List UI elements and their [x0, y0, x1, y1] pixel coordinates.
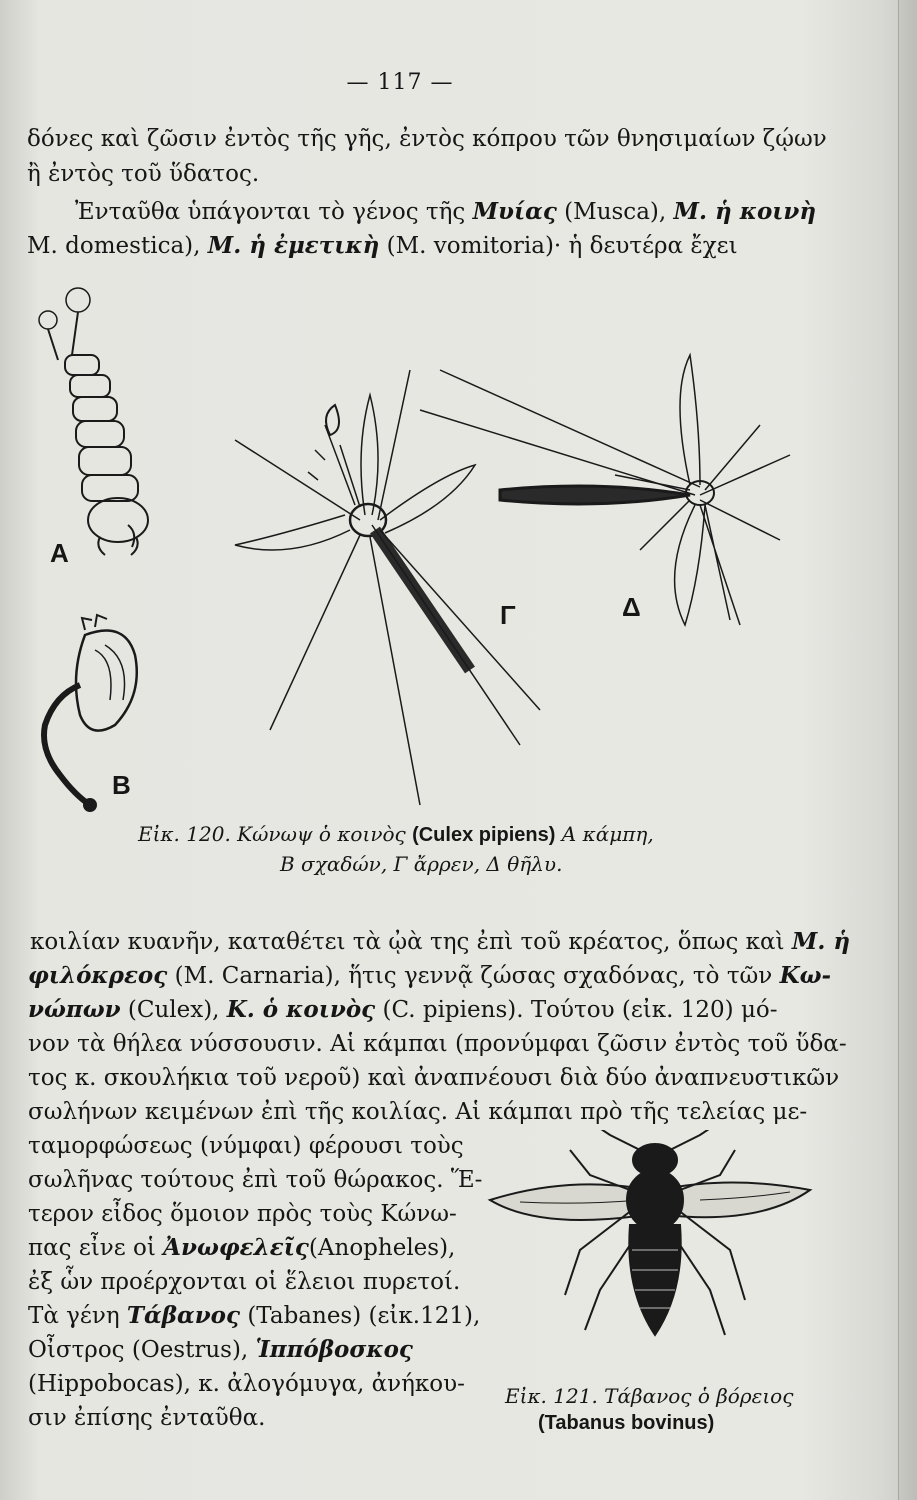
- text-span: (Musca),: [556, 199, 674, 225]
- figure-label-gamma: Γ: [500, 600, 516, 630]
- text-span: (Anopheles),: [308, 1235, 456, 1261]
- species-name: Κ. ὁ κοινὸς: [226, 996, 376, 1023]
- species-name: Μ. ἡ: [791, 928, 851, 955]
- text-span: M. domestica),: [27, 233, 208, 259]
- body-line: [28, 1234, 455, 1262]
- genus-hippobosca: Ἱππόβοσκος: [255, 1336, 413, 1363]
- body-line: τος κ. σκουλήκια τοῦ νεροῦ) καὶ ἀναπνέουσι διὰ δύο ἀναπνευστικῶν: [28, 1065, 840, 1091]
- text-span: Ἐνταῦθα ὑπάγονται τὸ γένος τῆς: [75, 199, 473, 225]
- body-line: (Hippobocas), κ. ἀλογόμυγα, ἀνήκου-: [28, 1371, 465, 1397]
- text-span: πας εἶνε οἱ: [28, 1235, 164, 1261]
- body-line: [28, 996, 778, 1024]
- genus-tabanus: Τάβανος: [126, 1302, 241, 1329]
- text-span: (M. Carnaria), ἥτις γεννᾷ ζώσας σχαδόνας, τὸ τῶν: [167, 963, 780, 989]
- text-span: Οἶστρος (Oestrus),: [28, 1337, 256, 1363]
- figure-120-illustration: [0, 275, 917, 835]
- body-line: νον τὰ θήλεα νύσσουσιν. Αἱ κάμπαι (προνύμφαι ζῶσιν ἐντὸς τοῦ ὕδα-: [28, 1031, 847, 1057]
- body-line: σιν ἐπίσης ἐνταῦθα.: [28, 1405, 266, 1431]
- figure-121-illustration: [480, 1130, 820, 1370]
- genus-name: Κω-: [779, 962, 832, 989]
- female-mosquito-illustration: [420, 355, 790, 625]
- genus-name: νώπων: [28, 996, 121, 1023]
- body-line: [28, 962, 831, 990]
- genus-musca: Μυίας: [472, 198, 557, 225]
- body-line: σωλῆνας τούτους ἐπὶ τοῦ θώρακος. Ἕ-: [28, 1167, 483, 1193]
- figure-121-caption: Εἰκ. 121. Τάβανος ὁ βόρειος: [505, 1384, 794, 1408]
- species-name: Μ. ἡ κοινὴ: [673, 198, 817, 225]
- text-span: (C. pipiens). Τούτου (εἰκ. 120) μό-: [375, 997, 778, 1023]
- male-mosquito-illustration: [235, 370, 540, 805]
- body-line: ταμορφώσεως (νύμφαι) φέρουσι τοὺς: [28, 1133, 464, 1159]
- figure-120-caption-line-2: Β σχαδών, Γ ἄρρεν, Δ θῆλυ.: [280, 852, 563, 876]
- text-line-2: ἢ ἐντὸς τοῦ ὕδατος.: [27, 161, 260, 187]
- text-line-1: δόνες καὶ ζῶσιν ἐντὸς τῆς γῆς, ἐντὸς κόπρου τῶν θνησιμαίων ζῴων: [27, 126, 827, 152]
- text-span: (Culex),: [120, 997, 227, 1023]
- species-name: Μ. ἡ ἐμετικὴ: [207, 232, 380, 259]
- genus-anopheles: Ἀνωφελεῖς: [163, 1234, 309, 1261]
- page-number: — 117 —: [346, 70, 454, 95]
- text-line-4: [27, 232, 738, 260]
- text-line-3: [75, 198, 816, 226]
- body-line: [28, 1302, 480, 1330]
- figure-label-b: B: [112, 770, 131, 800]
- caption-text: Εἰκ. 120. Κώνωψ ὁ κοινὸς: [138, 822, 413, 846]
- figure-120-caption: [138, 822, 654, 847]
- text-span: (M. vomitoria)· ἡ δευτέρα ἔχει: [379, 233, 738, 259]
- body-line: ἐξ ὧν προέρχονται οἱ ἕλειοι πυρετοί.: [28, 1269, 461, 1295]
- figure-121-caption-latin: (Tabanus bovinus): [538, 1412, 715, 1434]
- body-line: σωλήνων κειμένων ἐπὶ τῆς κοιλίας. Αἱ κάμπαι πρὸ τῆς τελείας με-: [28, 1099, 808, 1125]
- body-line: [28, 1336, 413, 1364]
- figure-label-delta: Δ: [622, 592, 641, 622]
- text-span: κοιλίαν κυανῆν, καταθέτει τὰ ᾠὰ της ἐπὶ τοῦ κρέατος, ὅπως καὶ: [30, 929, 792, 955]
- body-line: τερον εἶδος ὅμοιον πρὸς τοὺς Κώνω-: [28, 1201, 457, 1227]
- larva-illustration: [39, 288, 148, 555]
- species-name: φιλόκρεος: [28, 962, 168, 989]
- text-span: Τὰ γένη: [28, 1303, 127, 1329]
- figure-label-a: A: [50, 538, 69, 568]
- caption-text: Α κάμπη,: [555, 822, 654, 846]
- text-span: (Tabanes) (εἰκ.121),: [240, 1303, 481, 1329]
- caption-latin-name: (Culex pipiens): [412, 824, 556, 846]
- body-line: [30, 928, 850, 956]
